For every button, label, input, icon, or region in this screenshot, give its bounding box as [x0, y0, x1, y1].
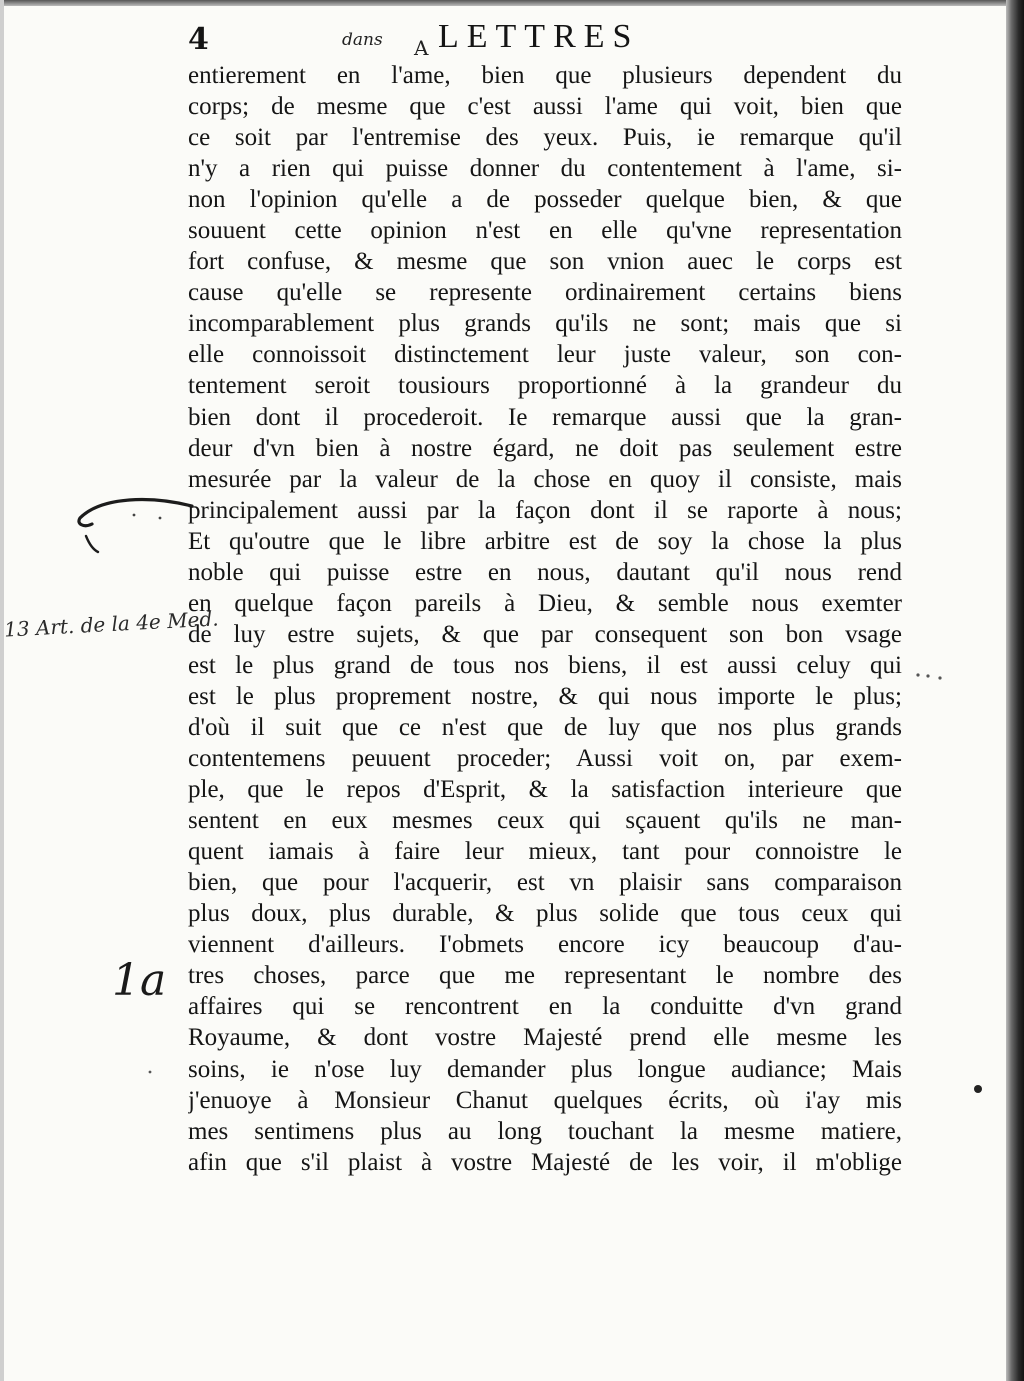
handwritten-correction: dans: [342, 30, 383, 50]
running-head: LETTRES: [438, 18, 640, 55]
text-line: soins, ie n'ose luy demander plus longue audiance; Mais: [188, 1055, 902, 1083]
text-line: quent iamais à faire leur mieux, tant pour connoistre le: [188, 838, 902, 866]
text-line: d'où il suit que ce n'est que de luy que nos plus grands: [188, 713, 902, 741]
text-line: ce soit par l'entremise des yeux. Puis, ie remarque qu'il: [188, 124, 902, 152]
text-line: bien, que pour l'acquerir, est vn plaisir sans comparaison: [188, 869, 902, 897]
text-line: ple, que le repos d'Esprit, & la satisfaction interieure que: [188, 776, 902, 804]
text-line: est le plus proprement nostre, & qui nous importe le plus;: [188, 682, 902, 710]
text-line: corps; de mesme que c'est aussi l'ame qui voit, bien que: [188, 93, 902, 121]
text-line: mesurée par la valeur de la chose en quoy il consiste, mais: [188, 465, 902, 493]
text-line: afin que s'il plaist à vostre Majesté de les voir, il m'oblige: [188, 1148, 902, 1176]
text-line: j'enuoye à Monsieur Chanut quelques écrits, où i'ay mis: [188, 1086, 902, 1114]
text-line: affaires qui se rencontrent en la conduitte d'vn grand: [188, 993, 902, 1021]
text-line: plus doux, plus durable, & plus solide que tous ceux qui: [188, 900, 902, 928]
text-line: n'y a rien qui puisse donner du contentement à l'ame, si-: [188, 155, 902, 183]
text-line: principalement aussi par la façon dont il se raporte à nous;: [188, 496, 902, 524]
text-line: deur d'vn bien à nostre égard, ne doit pas seulement estre: [188, 434, 902, 462]
text-line: contentemens peuuent proceder; Aussi voit on, par exem-: [188, 745, 902, 773]
text-line: fort confuse, & mesme que son vnion auec le corps est: [188, 248, 902, 276]
text-line: incomparablement plus grands qu'ils ne sont; mais que si: [188, 310, 902, 338]
text-line: souuent cette opinion n'est en elle qu'vne representation: [188, 217, 902, 245]
text-line: est le plus grand de tous nos biens, il est aussi celuy qui: [188, 651, 902, 679]
text-line: mes sentimens plus au long touchant la mesme matiere,: [188, 1117, 902, 1145]
page-number: 4: [188, 22, 209, 57]
text-line: noble qui puisse estre en nous, dautant qu'il nous rend: [188, 558, 902, 586]
text-line: en quelque façon pareils à Dieu, & semble nous exemter: [188, 589, 902, 617]
handwritten-margin-mark: 1a: [112, 955, 167, 1006]
text-line: entierement en l'ame, bien que plusieurs dependent du: [188, 62, 902, 89]
text-line: Et qu'outre que le libre arbitre est de soy la chose la plus: [188, 527, 902, 555]
text-line: tres choses, parce que me representant le nombre des: [188, 962, 902, 990]
text-line: viennent d'ailleurs. I'obmets encore icy beaucoup d'au-: [188, 931, 902, 959]
handwritten-margin-note: 13 Art. de la 4e Med.: [3, 606, 220, 642]
text-line: bien dont il procederoit. Ie remarque aussi que la gran-: [188, 403, 902, 431]
handwritten-caret: A: [414, 36, 429, 60]
text-line: cause qu'elle se represente ordinairement certains biens: [188, 279, 902, 307]
text-line: tentement seroit tousiours proportionné à la grandeur du: [188, 372, 902, 400]
text-line: sentent en eux mesmes ceux qui sçauent qu'ils ne man-: [188, 807, 902, 835]
text-line: non l'opinion qu'elle a de posseder quelque bien, & que: [188, 186, 902, 214]
text-line: elle connoissoit distinctement leur juste valeur, son con-: [188, 341, 902, 369]
text-line: de luy estre sujets, & que par consequent son bon vsage: [188, 620, 902, 648]
text-line: Royaume, & dont vostre Majesté prend elle mesme les: [188, 1024, 902, 1052]
